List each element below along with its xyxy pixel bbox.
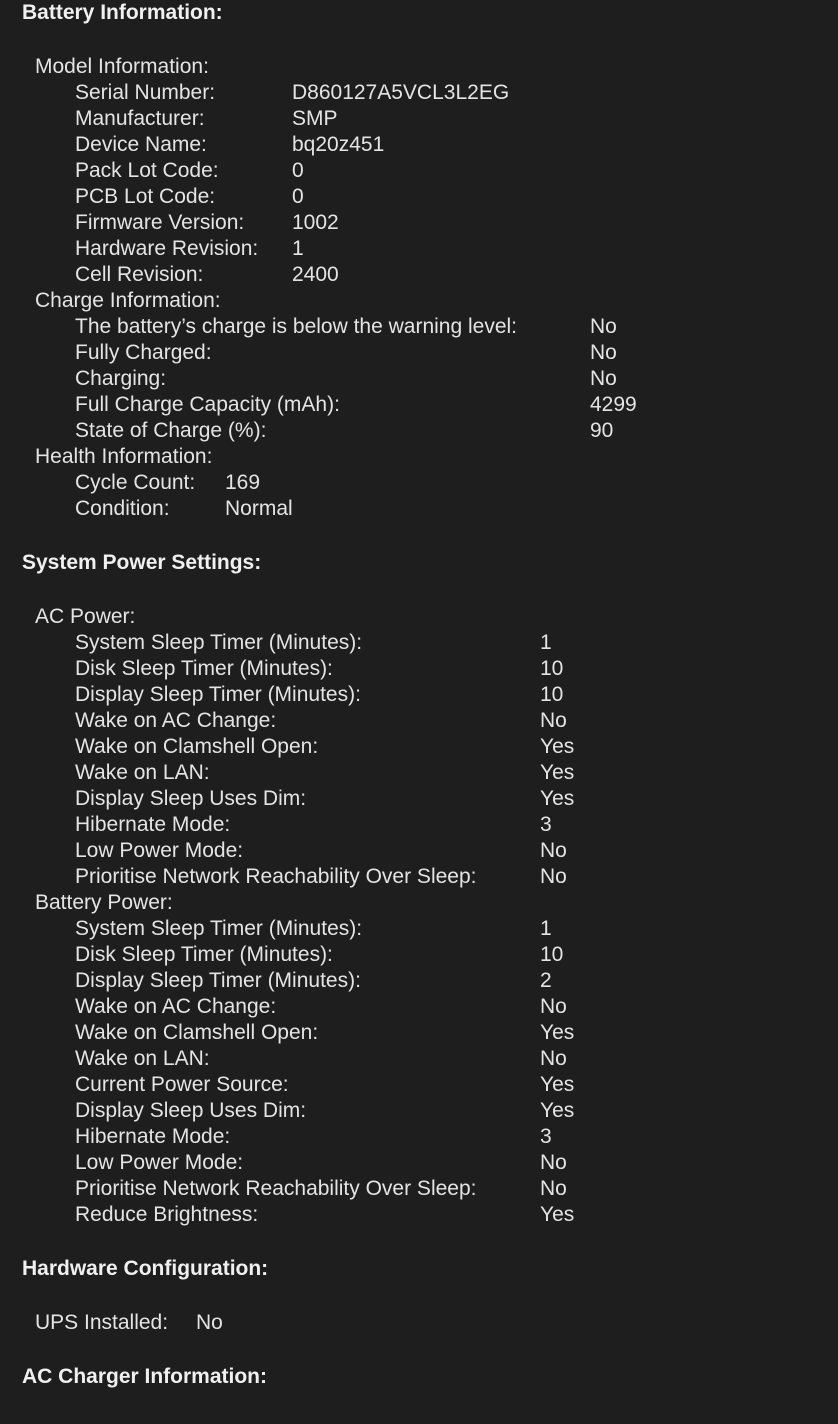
- below-warning-level-label: The battery’s charge is below the warning level:: [75, 315, 518, 338]
- cell-revision-value: 2400: [292, 263, 339, 286]
- cycle-count-label: Cycle Count:: [75, 471, 196, 494]
- manufacturer-label: Manufacturer:: [75, 107, 205, 130]
- device-name-label: Device Name:: [75, 133, 207, 156]
- below-warning-level-value: No: [590, 315, 617, 338]
- cycle-count-value: 169: [225, 471, 261, 494]
- fully-charged-value: No: [590, 341, 617, 364]
- model-information-heading: Model Information:: [35, 55, 209, 78]
- bat-current-power-source-value: Yes: [540, 1073, 575, 1096]
- hardware-revision-label: Hardware Revision:: [75, 237, 259, 260]
- serial-number-value: D860127A5VCL3L2EG: [292, 81, 510, 104]
- condition-value: Normal: [225, 497, 293, 520]
- health-information-heading: Health Information:: [35, 445, 213, 468]
- ac-low-power-mode-label: Low Power Mode:: [75, 839, 244, 862]
- ac-low-power-mode-value: No: [540, 839, 567, 862]
- serial-number-label: Serial Number:: [75, 81, 216, 104]
- device-name-value: bq20z451: [292, 133, 385, 156]
- bat-low-power-mode-value: No: [540, 1151, 567, 1174]
- state-of-charge-label: State of Charge (%):: [75, 419, 267, 442]
- ac-hibernate-mode-label: Hibernate Mode:: [75, 813, 231, 836]
- bat-system-sleep-timer-label: System Sleep Timer (Minutes):: [75, 917, 363, 940]
- pcb-lot-code-value: 0: [292, 185, 304, 208]
- pack-lot-code-value: 0: [292, 159, 304, 182]
- charging-value: No: [590, 367, 617, 390]
- bat-current-power-source-label: Current Power Source:: [75, 1073, 289, 1096]
- ac-prioritise-network-value: No: [540, 865, 567, 888]
- ac-disk-sleep-timer-value: 10: [540, 657, 564, 680]
- ac-power-heading: AC Power:: [35, 605, 136, 628]
- bat-reduce-brightness-value: Yes: [540, 1203, 575, 1226]
- ac-prioritise-network-label: Prioritise Network Reachability Over Sleep:: [75, 865, 477, 888]
- ac-system-sleep-timer-value: 1: [540, 631, 552, 654]
- pcb-lot-code-label: PCB Lot Code:: [75, 185, 216, 208]
- ups-installed-label: UPS Installed:: [35, 1311, 169, 1334]
- ac-wake-on-lan-value: Yes: [540, 761, 575, 784]
- bat-wake-on-clamshell-open-label: Wake on Clamshell Open:: [75, 1021, 319, 1044]
- ac-wake-on-ac-change-value: No: [540, 709, 567, 732]
- ac-display-sleep-uses-dim-value: Yes: [540, 787, 575, 810]
- ac-display-sleep-timer-value: 10: [540, 683, 564, 706]
- fully-charged-label: Fully Charged:: [75, 341, 212, 364]
- bat-wake-on-lan-value: No: [540, 1047, 567, 1070]
- bat-disk-sleep-timer-value: 10: [540, 943, 564, 966]
- ac-wake-on-lan-label: Wake on LAN:: [75, 761, 210, 784]
- ac-system-sleep-timer-label: System Sleep Timer (Minutes):: [75, 631, 363, 654]
- state-of-charge-value: 90: [590, 419, 614, 442]
- bat-wake-on-clamshell-open-value: Yes: [540, 1021, 575, 1044]
- full-charge-capacity-label: Full Charge Capacity (mAh):: [75, 393, 340, 416]
- battery-information-heading: Battery Information:: [22, 1, 223, 24]
- bat-prioritise-network-value: No: [540, 1177, 567, 1200]
- bat-disk-sleep-timer-label: Disk Sleep Timer (Minutes):: [75, 943, 333, 966]
- hardware-configuration-heading: Hardware Configuration:: [22, 1257, 269, 1280]
- battery-power-heading: Battery Power:: [35, 891, 173, 914]
- ac-wake-on-clamshell-open-label: Wake on Clamshell Open:: [75, 735, 319, 758]
- bat-display-sleep-timer-label: Display Sleep Timer (Minutes):: [75, 969, 361, 992]
- ac-wake-on-clamshell-open-value: Yes: [540, 735, 575, 758]
- firmware-version-value: 1002: [292, 211, 339, 234]
- bat-hibernate-mode-value: 3: [540, 1125, 552, 1148]
- bat-reduce-brightness-label: Reduce Brightness:: [75, 1203, 259, 1226]
- pack-lot-code-label: Pack Lot Code:: [75, 159, 219, 182]
- ac-hibernate-mode-value: 3: [540, 813, 552, 836]
- firmware-version-label: Firmware Version:: [75, 211, 245, 234]
- ac-wake-on-ac-change-label: Wake on AC Change:: [75, 709, 277, 732]
- ups-installed-value: No: [196, 1311, 223, 1334]
- bat-wake-on-ac-change-value: No: [540, 995, 567, 1018]
- hardware-revision-value: 1: [292, 237, 304, 260]
- bat-system-sleep-timer-value: 1: [540, 917, 552, 940]
- bat-display-sleep-uses-dim-label: Display Sleep Uses Dim:: [75, 1099, 307, 1122]
- bat-display-sleep-uses-dim-value: Yes: [540, 1099, 575, 1122]
- ac-display-sleep-timer-label: Display Sleep Timer (Minutes):: [75, 683, 361, 706]
- ac-disk-sleep-timer-label: Disk Sleep Timer (Minutes):: [75, 657, 333, 680]
- manufacturer-value: SMP: [292, 107, 338, 130]
- charging-label: Charging:: [75, 367, 167, 390]
- bat-display-sleep-timer-value: 2: [540, 969, 552, 992]
- bat-hibernate-mode-label: Hibernate Mode:: [75, 1125, 231, 1148]
- cell-revision-label: Cell Revision:: [75, 263, 204, 286]
- full-charge-capacity-value: 4299: [590, 393, 637, 416]
- bat-wake-on-lan-label: Wake on LAN:: [75, 1047, 210, 1070]
- bat-low-power-mode-label: Low Power Mode:: [75, 1151, 244, 1174]
- ac-display-sleep-uses-dim-label: Display Sleep Uses Dim:: [75, 787, 307, 810]
- ac-charger-information-heading: AC Charger Information:: [22, 1365, 268, 1388]
- bat-wake-on-ac-change-label: Wake on AC Change:: [75, 995, 277, 1018]
- system-power-settings-heading: System Power Settings:: [22, 551, 262, 574]
- condition-label: Condition:: [75, 497, 170, 520]
- charge-information-heading: Charge Information:: [35, 289, 221, 312]
- bat-prioritise-network-label: Prioritise Network Reachability Over Sleep:: [75, 1177, 477, 1200]
